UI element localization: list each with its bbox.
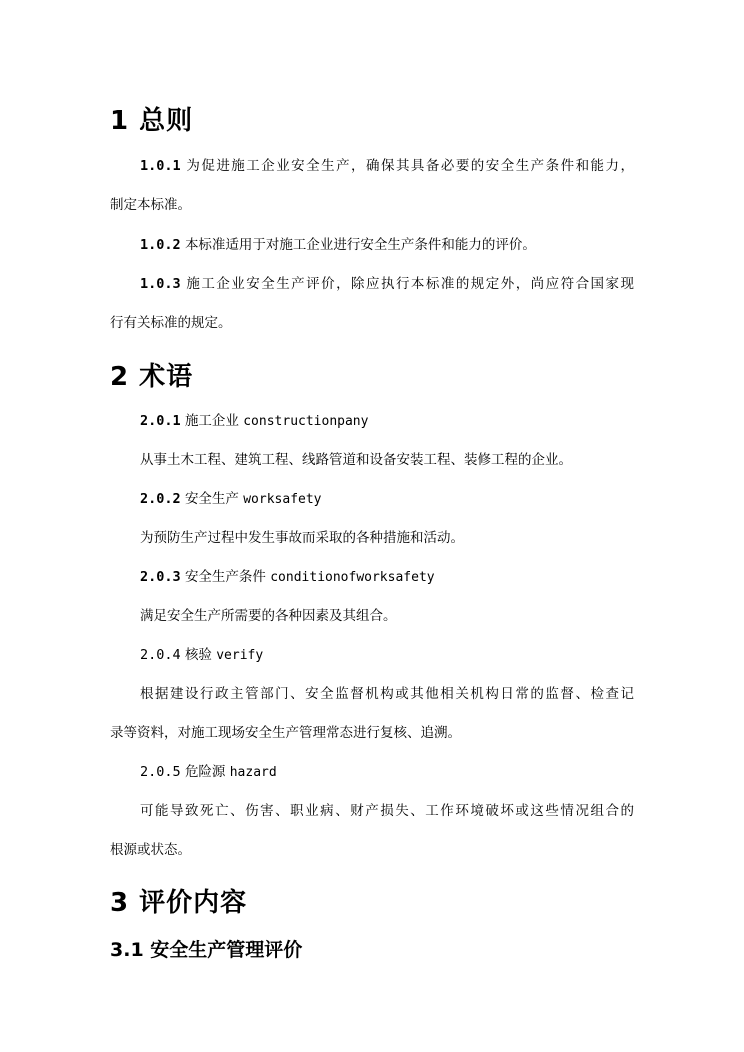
term-2-0-5-definition-line2: 根源或状态。 [110, 842, 191, 858]
clause-number: 1.0.1 [140, 158, 181, 174]
section-heading-3: 3 评价内容 [110, 888, 248, 918]
clause-1-0-3-line2: 行有关标准的规定。 [110, 315, 232, 331]
term-2-0-2 [140, 489, 664, 510]
term-en: verify [216, 648, 264, 663]
clause-1-0-2 [140, 235, 664, 255]
section-heading-1: 1 总则 [110, 106, 194, 136]
clause-1-0-1-line1 [140, 156, 634, 176]
term-en: worksafety [243, 492, 322, 507]
subsection-heading-3-1: 3.1 安全生产管理评价 [110, 939, 303, 961]
clause-text: 本标准适用于对施工企业进行安全生产条件和能力的评价。 [184, 237, 536, 253]
term-cn: 安全生产条件 [184, 569, 266, 585]
term-2-0-3 [140, 567, 664, 588]
term-en: hazard [229, 765, 277, 780]
term-number: 2.0.2 [140, 491, 181, 507]
clause-1-0-3-line1 [140, 274, 634, 294]
term-en: constructionpany [243, 414, 369, 429]
term-number: 2.0.5 [140, 764, 181, 780]
term-2-0-4-definition-line2: 录等资料，对施工现场安全生产管理常态进行复核、追溯。 [110, 725, 461, 741]
clause-number: 1.0.3 [140, 276, 181, 292]
clause-text: 施工企业安全生产评价，除应执行本标准的规定外，尚应符合国家现 [186, 276, 634, 292]
clause-1-0-1-line2: 制定本标准。 [110, 197, 191, 213]
term-cn: 危险源 [184, 764, 226, 780]
clause-number: 1.0.2 [140, 237, 181, 253]
section-heading-2: 2 术语 [110, 362, 194, 392]
term-number: 2.0.3 [140, 569, 181, 585]
term-2-0-3-definition: 满足安全生产所需要的各种因素及其组合。 [140, 608, 397, 624]
term-number: 2.0.4 [140, 647, 181, 663]
term-cn: 核验 [184, 647, 212, 663]
clause-text: 为促进施工企业安全生产，确保其具备必要的安全生产条件和能力， [186, 158, 634, 174]
term-cn: 安全生产 [184, 491, 239, 507]
term-2-0-2-definition: 为预防生产过程中发生事故而采取的各种措施和活动。 [140, 530, 464, 546]
term-2-0-4-definition-line1: 根据建设行政主管部门、安全监督机构或其他相关机构日常的监督、检查记 [140, 686, 634, 702]
term-cn: 施工企业 [184, 413, 239, 429]
term-2-0-1 [140, 411, 664, 432]
term-2-0-1-definition: 从事土木工程、建筑工程、线路管道和设备安装工程、装修工程的企业。 [140, 452, 572, 468]
term-en: conditionofworksafety [270, 570, 435, 585]
term-number: 2.0.1 [140, 413, 181, 429]
term-2-0-5-definition-line1: 可能导致死亡、伤害、职业病、财产损失、工作环境破坏或这些情况组合的 [140, 803, 634, 819]
term-2-0-4 [140, 645, 664, 666]
term-2-0-5 [140, 762, 664, 783]
